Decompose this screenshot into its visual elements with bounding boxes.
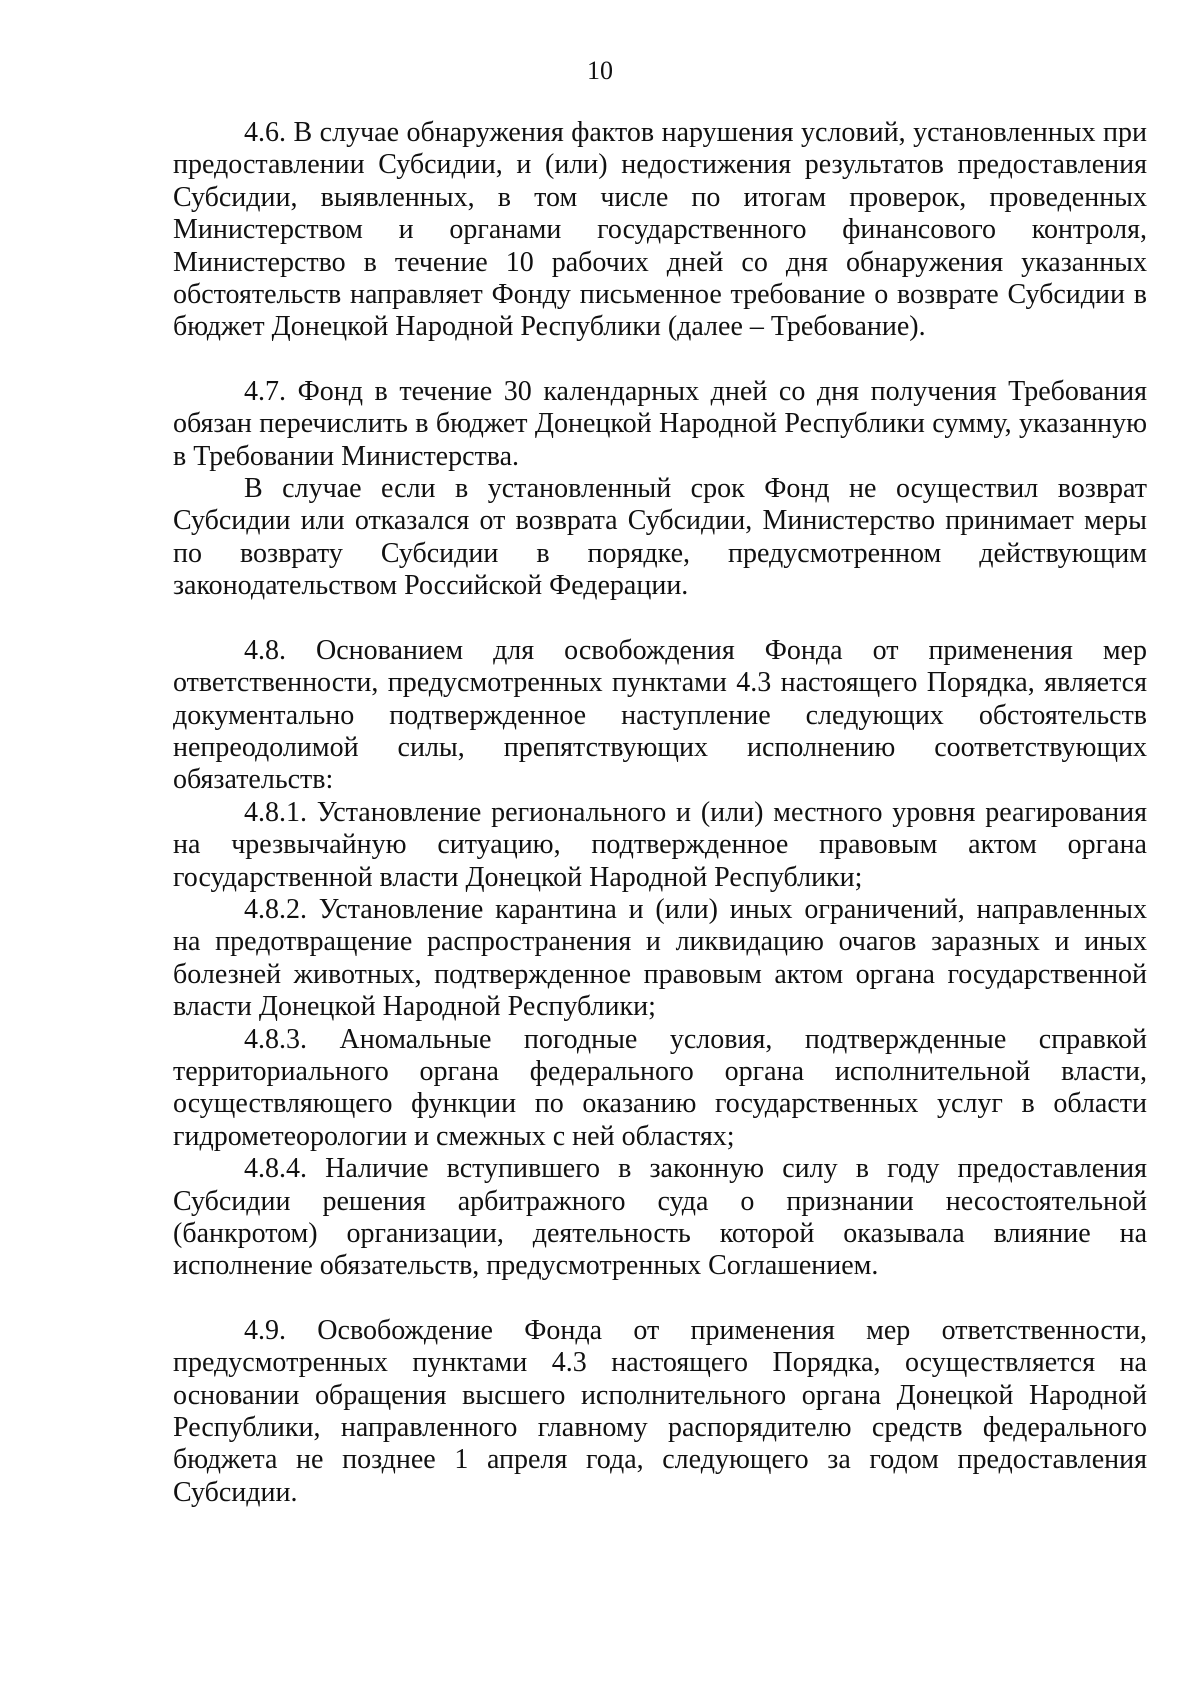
paragraph-4-7-continuation: В случае если в установленный срок Фонд не осуществил возврат Субсидии или отказался от возврата Субсидии, Министерство принимает меры по возврату Субсидии в порядке, предусмотренном действующим законодательством Российской Федерации. <box>173 473 1147 602</box>
paragraph-4-8: 4.8. Основанием для освобождения Фонда от применения мер ответственности, предусмотренных пунктами 4.3 настоящего Порядка, является документально подтвержденное наступление следующих обстоятельств непреодолимой силы, препятствующих исполнению соответствующих обязательств: <box>173 634 1147 796</box>
paragraph-4-8-1: 4.8.1. Установление регионального и (или) местного уровня реагирования на чрезвычайную ситуацию, подтвержденное правовым актом органа государственной власти Донецкой Народной Республики; <box>173 796 1147 893</box>
paragraph-4-8-4: 4.8.4. Наличие вступившего в законную силу в году предоставления Субсидии решения арбитражного суда о признании несостоятельной (банкротом) организации, деятельность которой оказывала влияние на исполнение обязательств, предусмотренных Соглашением. <box>173 1153 1147 1282</box>
paragraph-4-8-2: 4.8.2. Установление карантина и (или) иных ограничений, направленных на предотвращение распространения и ликвидацию очагов заразных и иных болезней животных, подтвержденное правовым актом органа государственной власти Донецкой Народной Республики; <box>173 893 1147 1023</box>
paragraph-4-8-3: 4.8.3. Аномальные погодные условия, подтвержденные справкой территориального органа федерального органа исполнительной власти, осуществляющего функции по оказанию государственных услуг в области гидрометеорологии и смежных с ней областях; <box>173 1023 1147 1152</box>
paragraph-4-6: 4.6. В случае обнаружения фактов нарушения условий, установленных при предоставлении Субсидии, и (или) недостижения результатов предоставления Субсидии, выявленных, в том числе по итогам проверок, проведенных Министерством и органами государственного финансового контроля, Министерство в течение 10 рабочих дней со дня обнаружения указанных обстоятельств направляет Фонду письменное требование о возврате Субсидии в бюджет Донецкой Народной Республики (далее – Требование). <box>173 117 1147 343</box>
document-body <box>173 117 1147 1509</box>
page-number: 10 <box>587 56 613 85</box>
paragraph-4-9: 4.9. Освобождение Фонда от применения мер ответственности, предусмотренных пунктами 4.3 настоящего Порядка, осуществляется на основании обращения высшего исполнительного органа Донецкой Народной Республики, направленного главному распорядителю средств федерального бюджета не позднее 1 апреля года, следующего за годом предоставления Субсидии. <box>173 1314 1147 1508</box>
paragraph-4-7: 4.7. Фонд в течение 30 календарных дней со дня получения Требования обязан перечислить в бюджет Донецкой Народной Республики сумму, указанную в Требовании Министерства. <box>173 375 1147 472</box>
